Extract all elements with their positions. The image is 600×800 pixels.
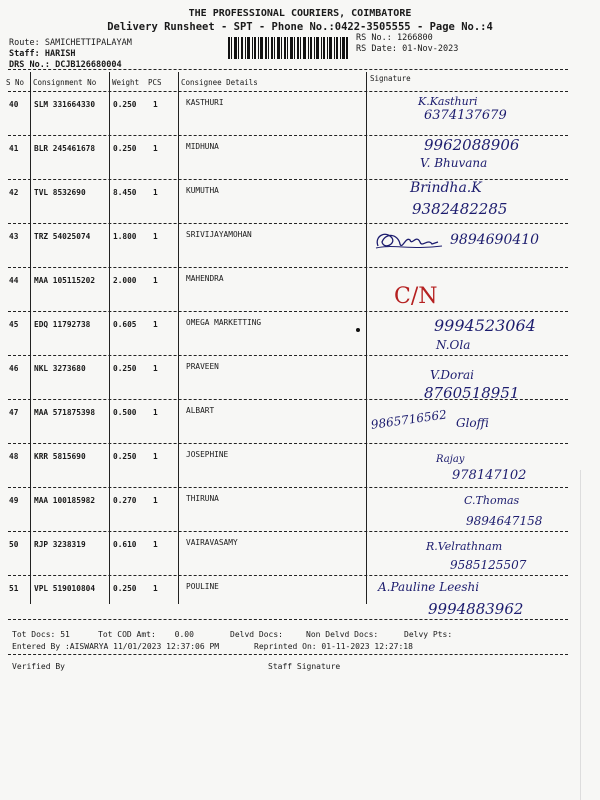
barcode-image	[228, 37, 348, 59]
row-consignee: JOSEPHINE	[186, 450, 229, 459]
runsheet-title: Delivery Runsheet - SPT - Phone No.:0422-3505555 - Page No.:4	[107, 21, 493, 33]
row-consignee: ALBART	[186, 406, 215, 415]
row-sno: 41	[9, 144, 19, 153]
row-consignee: POULINE	[186, 582, 219, 591]
row-consignee: MIDHUNA	[186, 142, 219, 151]
row-weight: 0.610	[113, 540, 137, 549]
row-weight: 8.450	[113, 188, 137, 197]
row-sno: 47	[9, 408, 19, 417]
row-consignee: MAHENDRA	[186, 274, 224, 283]
signature-phone: 9865716562	[370, 407, 448, 432]
totals-line	[12, 630, 70, 639]
row-sno: 43	[9, 232, 19, 241]
route-label: Route:	[9, 38, 40, 48]
row-divider	[8, 267, 568, 268]
row-consignee: KUMUTHA	[186, 186, 219, 195]
row-divider	[8, 399, 568, 400]
row-consignee: PRAVEEN	[186, 362, 219, 371]
reprinted-on: Reprinted On: 01-11-2023 12:27:18	[254, 642, 413, 651]
row-divider	[8, 355, 568, 356]
delvy-pts-label: Delvy Pts:	[404, 630, 453, 639]
signature-name: R.Velrathnam	[426, 540, 503, 553]
signature-phone: 9894690410	[450, 232, 540, 248]
signature-phone: 9962088906	[424, 136, 520, 154]
row-consignment: TRZ 54025074	[34, 232, 91, 241]
row-consignment: BLR 245461678	[34, 144, 96, 153]
row-divider	[8, 223, 568, 224]
signature-name: Gloffi	[456, 416, 489, 430]
row-pcs: 1	[153, 584, 158, 593]
row-consignee: VAIRAVASAMY	[186, 538, 238, 547]
row-consignment: NKL 3273680	[34, 364, 86, 373]
table-row	[0, 136, 600, 180]
rs-no-line	[356, 33, 433, 43]
tot-cod-label: Tot COD Amt:	[98, 630, 156, 639]
signature-phone: 9894647158	[466, 514, 543, 528]
signature-phone: 6374137679	[424, 108, 507, 123]
row-consignment: TVL 8532690	[34, 188, 86, 197]
route-value: SAMICHETTIPALAYAM	[44, 38, 132, 48]
staff-signature: Staff Signature	[268, 662, 341, 671]
row-sno: 51	[9, 584, 19, 593]
row-consignment: EDQ 11792738	[34, 320, 91, 329]
table-row	[0, 312, 600, 356]
row-weight: 0.250	[113, 364, 137, 373]
row-divider	[8, 531, 568, 532]
tot-docs-value: 51	[60, 630, 70, 639]
row-consignment: MAA 571875398	[34, 408, 96, 417]
rs-no-value: 1266800	[396, 33, 433, 43]
row-pcs: 1	[153, 540, 158, 549]
row-sno: 44	[9, 276, 19, 285]
route-line	[9, 38, 132, 48]
row-divider	[8, 135, 568, 136]
col-consignee: Consignee Details	[181, 78, 258, 87]
row-weight: 0.250	[113, 584, 137, 593]
row-divider	[8, 443, 568, 444]
row-weight: 0.605	[113, 320, 137, 329]
cod-line	[98, 630, 194, 639]
staff-value: HARISH	[44, 49, 76, 59]
col-sno: S No	[6, 78, 25, 87]
footer-rule	[8, 654, 568, 655]
row-consignee: OMEGA MARKETTING	[186, 318, 262, 327]
row-consignee: THIRUNA	[186, 494, 219, 503]
row-weight: 0.250	[113, 452, 137, 461]
col-weight: Weight	[112, 78, 140, 87]
signature-name: Rajay	[436, 454, 465, 465]
table-row	[0, 576, 600, 620]
signature-name: N.Ola	[436, 338, 471, 352]
row-pcs: 1	[153, 496, 158, 505]
row-divider	[8, 487, 568, 488]
row-consignee: KASTHURI	[186, 98, 224, 107]
row-pcs: 1	[153, 100, 158, 109]
table-row	[0, 224, 600, 268]
row-pcs: 1	[153, 276, 158, 285]
row-consignment: SLM 331664330	[34, 100, 96, 109]
row-weight: 0.270	[113, 496, 137, 505]
row-consignment: KRR 5815690	[34, 452, 86, 461]
row-weight: 0.250	[113, 144, 137, 153]
row-divider	[8, 575, 568, 576]
signature-phone: 978147102	[452, 468, 527, 483]
signature-name: Brindha.K	[410, 180, 482, 196]
row-consignment: VPL 519010804	[34, 584, 96, 593]
rs-date-label: RS Date:	[356, 44, 397, 54]
scan-edge-line	[580, 470, 581, 800]
row-weight: 0.250	[113, 100, 137, 109]
row-sno: 46	[9, 364, 19, 373]
row-sno: 48	[9, 452, 19, 461]
signature-name: C.Thomas	[464, 494, 520, 507]
row-pcs: 1	[153, 364, 158, 373]
signature-name: A.Pauline Leeshi	[378, 580, 480, 594]
table-row	[0, 444, 600, 488]
table-row	[0, 268, 600, 312]
drs-label: DRS No.:	[9, 60, 50, 70]
rs-date-value: 01-Nov-2023	[402, 44, 459, 54]
signature-phone: 9994883962	[428, 600, 524, 618]
non-delvd-docs-label: Non Delvd Docs:	[306, 630, 379, 639]
row-pcs: 1	[153, 232, 158, 241]
table-row	[0, 180, 600, 224]
row-consignee: SRIVIJAYAMOHAN	[186, 230, 252, 239]
ink-dot	[356, 328, 360, 332]
row-sno: 45	[9, 320, 19, 329]
row-consignment: MAA 100185982	[34, 496, 96, 505]
signature-phone: 9585125507	[450, 558, 527, 572]
drs-value: DCJB126680004	[55, 60, 122, 70]
row-sno: 40	[9, 100, 19, 109]
signature-name: V.Dorai	[430, 368, 474, 382]
row-divider	[8, 311, 568, 312]
row-pcs: 1	[153, 320, 158, 329]
tot-cod-value: 0.00	[174, 630, 194, 639]
signature-scribble	[372, 228, 444, 256]
table-bottom-rule	[8, 619, 568, 620]
row-weight: 2.000	[113, 276, 137, 285]
signature-remark: C/N	[394, 284, 438, 309]
rs-no-label: RS No.:	[356, 33, 392, 43]
table-row	[0, 488, 600, 532]
row-consignment: MAA 105115202	[34, 276, 96, 285]
signature-phone: 9382482285	[412, 200, 508, 218]
col-pcs: PCS	[148, 78, 162, 87]
company-name: THE PROFESSIONAL COURIERS, COIMBATORE	[188, 8, 412, 19]
table-row	[0, 532, 600, 576]
signature-name: V. Bhuvana	[420, 156, 488, 170]
table-row	[0, 92, 600, 136]
header-rule	[8, 69, 568, 70]
row-pcs: 1	[153, 452, 158, 461]
signature-name: K.Kasthuri	[418, 95, 478, 108]
col-signature: Signature	[370, 74, 411, 83]
row-sno: 49	[9, 496, 19, 505]
row-weight: 1.800	[113, 232, 137, 241]
row-weight: 0.500	[113, 408, 137, 417]
signature-phone: 9994523064	[434, 316, 536, 335]
table-row	[0, 400, 600, 444]
rs-date-line	[356, 44, 458, 54]
col-consignment: Consignment No	[33, 78, 97, 87]
row-pcs: 1	[153, 408, 158, 417]
row-pcs: 1	[153, 144, 158, 153]
row-sno: 50	[9, 540, 19, 549]
entered-by: Entered By :AISWARYA 11/01/2023 12:37:06 PM	[12, 642, 220, 651]
table-row	[0, 356, 600, 400]
signature-phone: 8760518951	[424, 384, 520, 402]
row-divider	[8, 179, 568, 180]
row-pcs: 1	[153, 188, 158, 197]
staff-label: Staff:	[9, 49, 40, 59]
staff-line	[9, 49, 76, 59]
row-consignment: RJP 3238319	[34, 540, 86, 549]
row-sno: 42	[9, 188, 19, 197]
delvd-docs-label: Delvd Docs:	[230, 630, 283, 639]
verified-by: Verified By	[12, 662, 65, 671]
tot-docs-label: Tot Docs:	[12, 630, 56, 639]
